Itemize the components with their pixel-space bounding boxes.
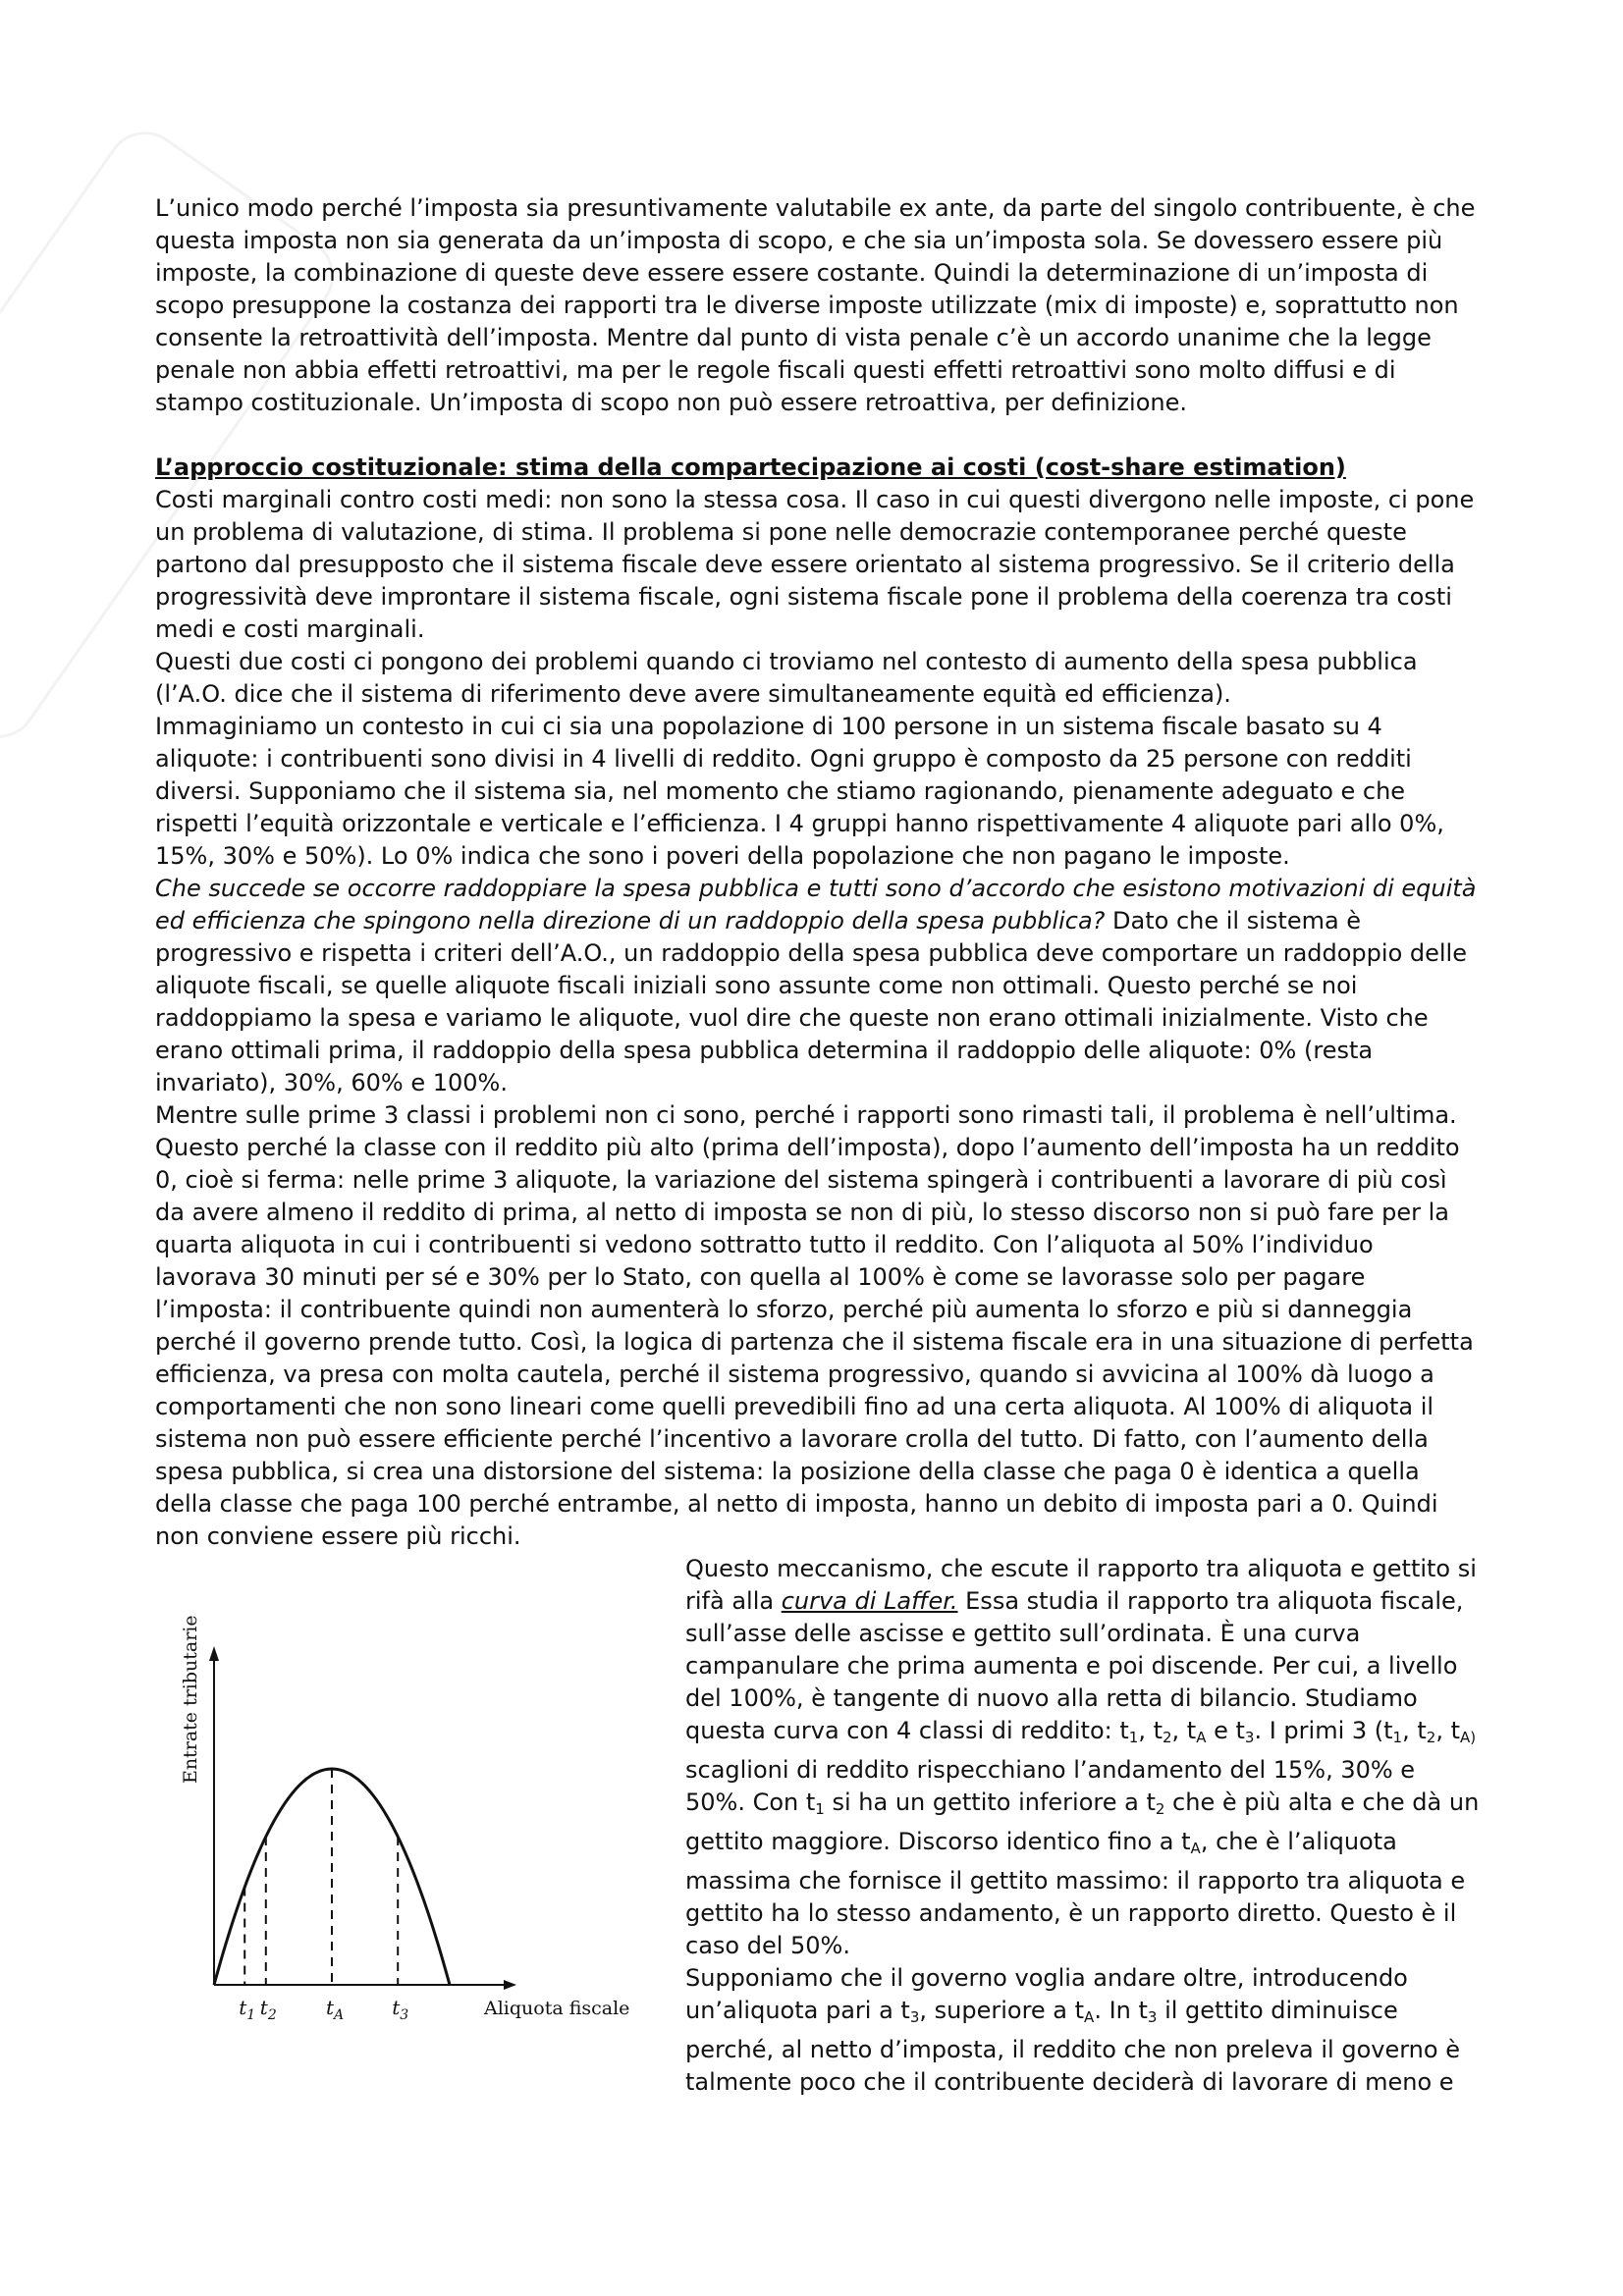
laffer-paragraph-2: [685, 1962, 1481, 2099]
t-sep-6: , t: [1435, 1717, 1460, 1744]
laffer-text-d: , superiore a t: [919, 1997, 1085, 2024]
laffer-text-a: Questo meccanismo, che escute il rapporto tra aliquota e gettito si rifà alla: [685, 1555, 1477, 1615]
section-heading: L’approccio costituzionale: stima della compartecipazione ai costi (cost-share estimation): [155, 454, 1346, 481]
y-axis-label: Entrate tributarie: [180, 1615, 201, 1784]
sub-13: 3: [1147, 2008, 1158, 2026]
laffer-curve-link-text: curva di Laffer.: [781, 1587, 958, 1615]
sub-6: 2: [1426, 1729, 1436, 1746]
t-sep-1: , t: [1138, 1717, 1163, 1744]
tick-label-tA: $t_A$: [326, 1996, 345, 2023]
paragraph-2: Costi marginali contro costi medi: non sono la stessa cosa. Il caso in cui questi divergono nelle imposte, ci pone un problema di valutazione, di stima. Il problema si pone nelle democrazie contemporanee perché queste partono dal presupposto che il sistema fiscale deve essere orientato al sistema progressivo. Se il criterio della progressività deve improntare il sistema fiscale, ogni sistema fiscale pone il problema della coerenza tra costi medi e costi marginali.: [155, 486, 1475, 643]
t-sep-5: , t: [1402, 1717, 1427, 1744]
sub-3: A: [1196, 1729, 1207, 1746]
laffer-explanation: [685, 1553, 1481, 2099]
sub-5: 1: [1392, 1729, 1403, 1746]
sub-12: A: [1084, 2008, 1095, 2026]
laffer-section: [155, 1553, 1481, 2162]
y-axis-arrow: [209, 1646, 219, 1661]
document-page: [155, 192, 1481, 2162]
laffer-text-b: Essa studia il rapporto tra aliquota fiscale, sull’asse delle ascisse e gettito sull’ordinata. È una curva campanulare che prima aumenta e poi discende. Per cui, a livello del 100%, è tangente di nuovo alla retta di bilancio. Studiamo questa curva con 4 classi di reddito: t: [685, 1587, 1464, 1744]
t-sep-4: . I primi 3 (t: [1254, 1717, 1393, 1744]
paragraph-5-question: Che succede se occorre raddoppiare la spesa pubblica e tutti sono d’accordo che esistono motivazioni di equità ed efficienza che spingono nella direzione di un raddoppio della spesa pubblica?: [155, 875, 1477, 934]
sub-2: 2: [1162, 1729, 1172, 1746]
paragraph-6: Mentre sulle prime 3 classi i problemi non ci sono, perché i rapporti sono rimasti tali, il problema è nell’ultima. Questo perché la classe con il reddito più alto (prima dell’imposta), dopo l’aumento dell’imposta ha un reddito 0, cioè si ferma: nelle prime 3 aliquote, la variazione del sistema spingerà i contribuenti a lavorare di più così da avere almeno il reddito di prima, al netto di imposta se non di più, lo stesso discorso non si può fare per la quarta aliquota in cui i contribuenti si vedono sottratto tutto il reddito. Con l’aliquota al 50% l’individuo lavorava 30 minuti per sé e 30% per lo Stato, con quella al 100% è come se lavorasse solo per pagare l’imposta: il contribuente quindi non aumenterà lo sforzo, perché più aumenta lo sforzo e più si danneggia perché il governo prende tutto. Così, la logica di partenza che il sistema fiscale era in una situazione di perfetta efficienza, va presa con molta cautela, perché il sistema progressivo, quando si avvicina al 100% dà luogo a comportamenti che non sono lineari come quelli prevedibili fino ad una certa aliquota. Al 100% di aliquota il sistema non può essere efficiente perché l’incentivo a lavorare crolla del tutto. Di fatto, con l’aumento della spesa pubblica, si crea una distorsione del sistema: la posizione della classe che paga 0 è identica a quella della classe che paga 100 perché entrambe, al netto di imposta, hanno un debito di imposta pari a 0. Quindi non conviene essere più ricchi.: [155, 1101, 1474, 1550]
t-sep-3: e t: [1206, 1717, 1245, 1744]
t-sep-2: , t: [1171, 1717, 1197, 1744]
tick-label-t3: $t_3$: [392, 1996, 409, 2023]
x-axis-arrow: [504, 1980, 516, 1990]
sub-10: A: [1190, 1840, 1201, 1857]
t-sep-10: , che è l’aliquota massima che fornisce il gettito massimo: il rapporto tra aliquota e gettito ha lo stesso andamento, è un rapporto diretto. Questo è il caso del 50%.: [685, 1828, 1466, 1959]
laffer-text-f: il gettito diminuisce perché, al netto d’imposta, il reddito che non preleva il governo è talmente poco che il contribuente deciderà di lavorare di meno e: [685, 1997, 1460, 2096]
tick-label-t1: $t_1$: [239, 1996, 256, 2023]
paragraph-5: [155, 873, 1481, 1099]
sub-8: 1: [815, 1800, 825, 1818]
sub-7: A): [1459, 1729, 1477, 1746]
sub-1: 1: [1128, 1729, 1139, 1746]
laffer-chart: [155, 1582, 646, 2073]
sub-4: 3: [1244, 1729, 1255, 1746]
t-sep-8: si ha un gettito inferiore a t: [824, 1789, 1156, 1816]
laffer-text-c: Supponiamo che il governo voglia andare oltre, introducendo un’aliquota pari a t: [685, 1964, 1408, 2024]
x-axis-label: Aliquota fiscale: [484, 1998, 630, 2019]
laffer-paragraph-1: [685, 1553, 1481, 1962]
t-sep-9: che è più alta e che dà un gettito maggiore. Discorso identico fino a t: [685, 1789, 1480, 1855]
sub-11: 3: [909, 2008, 920, 2026]
paragraph-5-rest: Dato che il sistema è progressivo e rispetta i criteri dell’A.O., un raddoppio della spesa pubblica deve comportare un raddoppio delle aliquote fiscali, se quelle aliquote fiscali iniziali sono assunte come non ottimali. Questo perché se noi raddoppiamo la spesa e variamo le aliquote, vuol dire che queste non erano ottimali inizialmente. Visto che erano ottimali prima, il raddoppio della spesa pubblica determina il raddoppio delle aliquote: 0% (resta invariato), 30%, 60% e 100%.: [155, 907, 1467, 1096]
laffer-text-e: . In t: [1094, 1997, 1148, 2024]
paragraph-4: Immaginiamo un contesto in cui ci sia una popolazione di 100 persone in un sistema fiscale basato su 4 aliquote: i contribuenti sono divisi in 4 livelli di reddito. Ogni gruppo è composto da 25 persone con redditi diversi. Supponiamo che il sistema sia, nel momento che stiamo ragionando, pienamente adeguato e che rispetti l’equità orizzontale e verticale e l’efficienza. I 4 gruppi hanno rispettivamente 4 aliquote pari allo 0%, 15%, 30% e 50%). Lo 0% indica che sono i poveri della popolazione che non pagano le imposte.: [155, 713, 1444, 870]
sub-9: 2: [1155, 1800, 1165, 1818]
paragraph-3: Questi due costi ci pongono dei problemi quando ci troviamo nel contesto di aumento della spesa pubblica (l’A.O. dice che il sistema di riferimento deve avere simultaneamente equità ed efficienza).: [155, 648, 1418, 708]
paragraph-1: L’unico modo perché l’imposta sia presuntivamente valutabile ex ante, da parte del singolo contribuente, è che questa imposta non sia generata da un’imposta di scopo, e che sia un’imposta sola. Se dovessero essere più imposte, la combinazione di queste deve essere essere costante. Quindi la determinazione di un’imposta di scopo presuppone la costanza dei rapporti tra le diverse imposte utilizzate (mix di imposte) e, soprattutto non consente la retroattività dell’imposta. Mentre dal punto di vista penale c’è un accordo unanime che la legge penale non abbia effetti retroattivi, ma per le regole fiscali questi effetti retroattivi sono molto diffusi e di stampo costituzionale. Un’imposta di scopo non può essere retroattiva, per definizione.: [155, 194, 1476, 416]
laffer-curve-figure: [155, 1582, 666, 2093]
t-sep-7: scaglioni di reddito rispecchiano l’andamento del 15%, 30% e 50%. Con t: [685, 1756, 1416, 1816]
tick-label-t2: $t_2$: [259, 1996, 277, 2023]
